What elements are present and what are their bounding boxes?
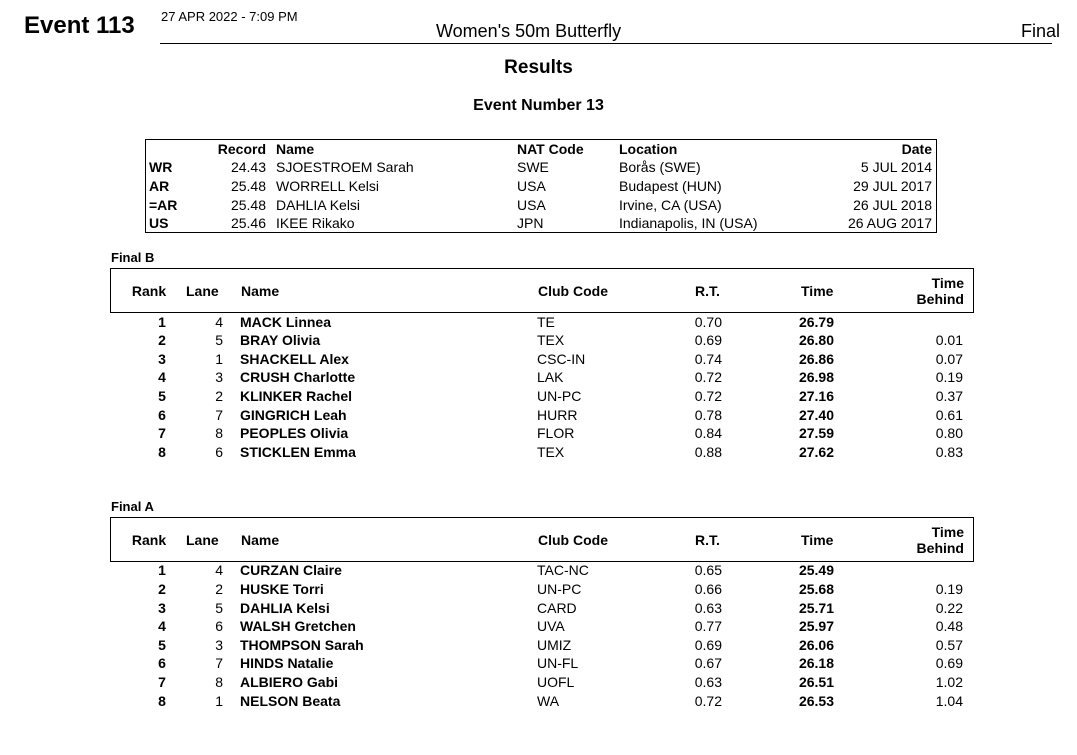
row-club: UVA [537, 618, 565, 634]
col-rt-header: R.T. [695, 532, 720, 548]
row-time: 27.40 [798, 407, 834, 423]
record-date: 29 JUL 2017 [853, 178, 932, 194]
records-header-nat: NAT Code [517, 141, 584, 157]
row-rank: 7 [158, 425, 166, 441]
event-number-heading: Event Number 13 [473, 97, 604, 114]
record-holder: WORRELL Kelsi [276, 178, 379, 194]
record-holder: SJOESTROEM Sarah [276, 159, 414, 175]
col-behind-header-line2: Behind [916, 540, 964, 556]
row-rank: 6 [158, 655, 166, 671]
row-behind: 0.48 [935, 618, 963, 634]
row-rt: 0.67 [694, 655, 722, 671]
record-date: 5 JUL 2014 [860, 159, 932, 175]
row-name: MACK Linnea [240, 314, 331, 330]
row-club: UOFL [537, 674, 575, 690]
table-row [110, 368, 972, 386]
col-behind-header [917, 524, 964, 556]
row-name: CRUSH Charlotte [240, 369, 356, 385]
row-lane: 2 [215, 388, 223, 404]
row-time: 25.49 [798, 562, 834, 578]
row-lane: 1 [215, 351, 223, 367]
row-club: TEX [537, 444, 565, 460]
row-lane: 5 [215, 600, 223, 616]
row-behind: 0.57 [935, 637, 963, 653]
col-time-header: Time [801, 532, 834, 548]
row-name: STICKLEN Emma [240, 444, 356, 460]
table-row [110, 443, 972, 461]
row-name: GINGRICH Leah [240, 407, 347, 423]
row-rank: 8 [158, 444, 166, 460]
row-rt: 0.66 [694, 581, 722, 597]
row-club: TEX [537, 332, 565, 348]
records-header-name: Name [276, 141, 315, 157]
record-row [146, 177, 936, 195]
row-club: TAC-NC [537, 562, 589, 578]
row-lane: 1 [215, 693, 223, 709]
row-time: 25.71 [798, 600, 834, 616]
table-row [110, 692, 972, 710]
row-name: CURZAN Claire [240, 562, 342, 578]
row-lane: 8 [215, 425, 223, 441]
record-location: Borås (SWE) [619, 159, 701, 175]
row-time: 26.18 [798, 655, 834, 671]
row-lane: 4 [215, 314, 223, 330]
header-divider [160, 43, 1052, 44]
record-holder: DAHLIA Kelsi [276, 197, 361, 213]
record-row [146, 158, 936, 176]
row-lane: 4 [215, 562, 223, 578]
record-code: US [149, 215, 169, 231]
row-behind: 0.83 [935, 444, 963, 460]
row-club: FLOR [537, 425, 575, 441]
row-rt: 0.78 [694, 407, 722, 423]
row-rt: 0.69 [694, 637, 722, 653]
row-behind: 0.19 [935, 369, 963, 385]
table-row [110, 617, 972, 635]
record-code: =AR [149, 197, 178, 213]
row-behind: 0.22 [935, 600, 963, 616]
row-name: WALSH Gretchen [240, 618, 356, 634]
row-lane: 3 [215, 637, 223, 653]
col-rank-header: Rank [131, 532, 167, 548]
row-rank: 1 [158, 314, 166, 330]
row-rank: 4 [158, 618, 166, 634]
row-rt: 0.72 [694, 369, 722, 385]
row-behind: 1.04 [935, 693, 963, 709]
col-club-header: Club Code [538, 532, 608, 548]
row-time: 26.53 [798, 693, 834, 709]
row-behind: 0.01 [935, 332, 963, 348]
row-rank: 2 [158, 581, 166, 597]
row-time: 25.97 [798, 618, 834, 634]
table-row [110, 350, 972, 368]
col-behind-header-line1: Time [931, 524, 964, 540]
row-time: 26.86 [798, 351, 834, 367]
table-row [110, 599, 972, 617]
results-heading: Results [504, 57, 573, 78]
table-row [110, 313, 972, 331]
col-name-header: Name [241, 283, 280, 299]
record-location: Irvine, CA (USA) [619, 197, 722, 213]
row-club: LAK [537, 369, 564, 385]
row-rt: 0.72 [694, 693, 722, 709]
row-club: WA [537, 693, 560, 709]
row-rank: 2 [158, 332, 166, 348]
row-behind: 0.37 [935, 388, 963, 404]
final-b-label: Final B [111, 250, 155, 265]
row-rt: 0.74 [694, 351, 722, 367]
record-holder: IKEE Rikako [276, 215, 355, 231]
records-header-location: Location [619, 141, 678, 157]
row-rank: 7 [158, 674, 166, 690]
table-row [110, 636, 972, 654]
row-club: UN-PC [537, 581, 582, 597]
col-behind-header [917, 275, 964, 307]
row-rt: 0.63 [694, 674, 722, 690]
row-time: 27.59 [798, 425, 834, 441]
row-lane: 6 [215, 618, 223, 634]
record-time: 25.48 [230, 178, 266, 194]
record-code: AR [149, 178, 170, 194]
row-rt: 0.69 [694, 332, 722, 348]
row-rt: 0.65 [694, 562, 722, 578]
row-lane: 8 [215, 674, 223, 690]
row-rank: 8 [158, 693, 166, 709]
row-club: CARD [537, 600, 577, 616]
col-rank-header: Rank [131, 283, 167, 299]
row-rt: 0.63 [694, 600, 722, 616]
record-time: 24.43 [230, 159, 266, 175]
row-behind: 0.80 [935, 425, 963, 441]
row-time: 26.51 [798, 674, 834, 690]
row-name: KLINKER Rachel [240, 388, 353, 404]
table-row [110, 406, 972, 424]
row-club: CSC-IN [537, 351, 586, 367]
records-header-record: Record [217, 141, 266, 157]
records-header-date: Date [901, 141, 932, 157]
row-rank: 6 [158, 407, 166, 423]
row-rank: 5 [158, 388, 166, 404]
col-time-header: Time [801, 283, 834, 299]
record-time: 25.48 [230, 197, 266, 213]
row-behind: 1.02 [935, 674, 963, 690]
table-row [110, 424, 972, 442]
row-rank: 4 [158, 369, 166, 385]
record-code: WR [149, 159, 173, 175]
row-club: UN-FL [537, 655, 579, 671]
record-nat: USA [517, 197, 546, 213]
row-rank: 3 [158, 351, 166, 367]
event-datetime: 27 APR 2022 - 7:09 PM [161, 9, 298, 24]
record-location: Indianapolis, IN (USA) [619, 215, 758, 231]
record-time: 25.46 [230, 215, 266, 231]
row-club: HURR [537, 407, 578, 423]
row-behind: 0.69 [935, 655, 963, 671]
row-rank: 3 [158, 600, 166, 616]
row-time: 27.62 [798, 444, 834, 460]
col-rt-header: R.T. [695, 283, 720, 299]
col-lane-header: Lane [186, 532, 219, 548]
record-location: Budapest (HUN) [619, 178, 722, 194]
row-time: 26.80 [798, 332, 834, 348]
col-behind-header-line2: Behind [916, 291, 964, 307]
row-rt: 0.72 [694, 388, 722, 404]
records-table [145, 139, 937, 233]
row-rank: 5 [158, 637, 166, 653]
record-row [146, 196, 936, 214]
row-lane: 7 [215, 407, 223, 423]
record-date: 26 JUL 2018 [853, 197, 932, 213]
table-row [110, 654, 972, 672]
row-lane: 6 [215, 444, 223, 460]
col-lane-header: Lane [186, 283, 219, 299]
row-name: ALBIERO Gabi [240, 674, 339, 690]
row-rt: 0.77 [694, 618, 722, 634]
row-rt: 0.70 [694, 314, 722, 330]
row-name: DAHLIA Kelsi [240, 600, 330, 616]
table-row [110, 673, 972, 691]
records-header-row [146, 140, 936, 158]
row-time: 27.16 [798, 388, 834, 404]
row-name: HUSKE Torri [240, 581, 324, 597]
event-round: Final [1020, 21, 1060, 41]
row-lane: 7 [215, 655, 223, 671]
row-name: BRAY Olivia [240, 332, 321, 348]
row-club: UN-PC [537, 388, 582, 404]
final-b-header [110, 268, 974, 313]
event-title: Event 113 [24, 12, 135, 39]
row-club: TE [537, 314, 555, 330]
row-behind: 0.07 [935, 351, 963, 367]
row-name: SHACKELL Alex [240, 351, 349, 367]
record-nat: USA [517, 178, 546, 194]
row-name: THOMPSON Sarah [240, 637, 364, 653]
record-nat: JPN [517, 215, 544, 231]
event-name: Women's 50m Butterfly [436, 21, 622, 41]
row-lane: 2 [215, 581, 223, 597]
record-nat: SWE [517, 159, 549, 175]
row-time: 25.68 [798, 581, 834, 597]
table-row [110, 387, 972, 405]
row-time: 26.79 [798, 314, 834, 330]
table-row [110, 580, 972, 598]
row-time: 26.98 [798, 369, 834, 385]
row-lane: 5 [215, 332, 223, 348]
row-rt: 0.88 [694, 444, 722, 460]
col-club-header: Club Code [538, 283, 608, 299]
record-date: 26 AUG 2017 [847, 215, 932, 231]
record-row [146, 214, 936, 232]
row-rt: 0.84 [694, 425, 722, 441]
col-behind-header-line1: Time [931, 275, 964, 291]
final-a-label: Final A [111, 499, 154, 514]
row-behind: 0.61 [935, 407, 963, 423]
row-name: HINDS Natalie [240, 655, 334, 671]
row-time: 26.06 [798, 637, 834, 653]
final-a-header [110, 517, 974, 562]
row-name: PEOPLES Olivia [240, 425, 349, 441]
row-lane: 3 [215, 369, 223, 385]
table-row [110, 561, 972, 579]
table-row [110, 331, 972, 349]
row-name: NELSON Beata [240, 693, 341, 709]
row-rank: 1 [158, 562, 166, 578]
row-club: UMIZ [537, 637, 572, 653]
col-name-header: Name [241, 532, 280, 548]
row-behind: 0.19 [935, 581, 963, 597]
